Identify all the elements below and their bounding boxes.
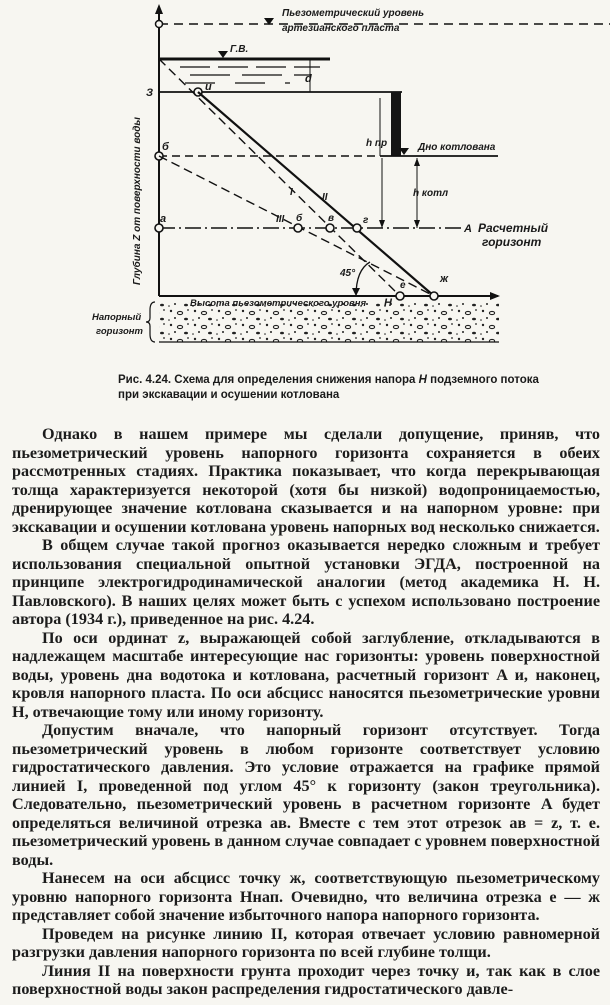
- pit-bottom-label: Дно котлована: [418, 142, 496, 153]
- paragraph: Допустим вначале, что напорный горизонт отсутствует. Тогда пьезометрический уровень в любом горизонте соответствует условию гидростатического давления. Это условие отражается на графике прямой линией I, проведенной под углом 45° к горизонту (закон треугольника). Следовательно, пьезометрический уровень в расчетном горизонте A будет определяться величиной отрезка ав. Вместе с тем этот отрезок ав = z, т. е. пьезометрический уровень в данном случае совпадает с уровнем поверхностной воды.: [12, 721, 600, 869]
- h-pr-label: h пр: [366, 138, 388, 149]
- h-kotl-label: h котл: [413, 188, 449, 199]
- gv-marker-icon: [218, 51, 228, 58]
- pit-wall: [391, 92, 401, 156]
- b-point-label: б: [162, 141, 169, 153]
- point-zh: [430, 292, 438, 300]
- angle-label: 45°: [340, 268, 356, 279]
- paragraph: Однако в нашем примере мы сделали допущение, приняв, что пьезометрический уровень напорного горизонта сохраняется в обеих рассмотренных стадиях. Практика показывает, что когда перекрывающая толща характеризуется некоторой (хотя бы низкой) водопроницаемостью, дренирующее значение котлована сказывается и на напорном уровне: при экскавации и осушении котлована уровень напорных вод несколько снижается.: [12, 425, 600, 536]
- line-II-label: II: [322, 192, 328, 203]
- point-e: [396, 292, 404, 300]
- aquifer-layer: [159, 302, 499, 342]
- v-point-label: в: [328, 213, 335, 224]
- u-point-label: и: [205, 81, 212, 93]
- paragraph: По оси ординат z, выражающей собой заглубление, откладываются в надлежащем масштабе интересующие нас горизонты: уровень поверхностной воды, уровень дна водотока и котлована, расчетный горизонт A и, наконец, кровля напорного пласта. По оси абсцисс наносятся пьезометрические уровни H, отвечающие тому или иному горизонту.: [12, 628, 600, 721]
- e-point-label: е: [400, 280, 406, 291]
- diagram-svg: [0, 0, 610, 370]
- z-point-label: З: [146, 87, 154, 99]
- gorizont-label: горизонт: [482, 235, 542, 249]
- a-point-label: а: [160, 213, 167, 225]
- A-label: А: [464, 223, 472, 235]
- artesian-label-1: Пьезометрический уровень: [282, 8, 425, 19]
- line-III-label: III: [276, 214, 285, 225]
- point-g: [353, 224, 361, 232]
- y-axis-label: Глубина Z от поверхности воды: [132, 117, 143, 285]
- body-text: [12, 425, 600, 999]
- point-a: [155, 224, 163, 232]
- aquifer-label-2: горизонт: [96, 326, 143, 337]
- b2-point-label: б: [296, 213, 303, 224]
- paragraph: Линия II на поверхности грунта проходит через точку и, так как в слое поверхностной воды закон распределения гидростатического давле-: [12, 961, 600, 998]
- line-I-label: I: [290, 187, 293, 198]
- aquifer-label-1: Напорный: [92, 312, 142, 323]
- figure-4-24: [0, 0, 610, 370]
- y-axis-arrow: [155, 4, 163, 14]
- gv-label: Г.В.: [230, 44, 249, 55]
- paragraph: В общем случае такой прогноз оказывается нередко сложным и требует использования специальной опытной установки ЭГДА, построенной на принципе электрогидродинамической аналогии (метод академика Н. Н. Павловского). В наших целях может быть с успехом использовано построение автора (1934 г.), приведенное на рис. 4.24.: [12, 536, 600, 628]
- raschetny-label: Расчетный: [478, 221, 549, 235]
- artesian-label-2: артезианского пласта: [282, 23, 400, 34]
- x-axis-arrow: [490, 292, 500, 300]
- point-b2: [294, 224, 302, 232]
- figure-caption: Рис. 4.24. Схема для определения снижения напора H подземного потока при экскавации и осушении котлована: [118, 374, 539, 401]
- g-point-label: г: [363, 215, 369, 226]
- paragraph: Проведем на рисунке линию II, которая отвечает условию равномерной разгрузки давления напорного горизонта по всей глубине толщи.: [12, 924, 600, 961]
- paragraph: Нанесем на оси абсцисс точку ж, соответствующую пьезометрическому уровню напорного горизонта Hнап. Очевидно, что величина отрезка е — ж представляет собой значение избыточного напора напорного горизонта.: [12, 869, 600, 924]
- zh-point-label: ж: [440, 273, 449, 285]
- d-label: d: [305, 73, 312, 85]
- point-v: [326, 224, 334, 232]
